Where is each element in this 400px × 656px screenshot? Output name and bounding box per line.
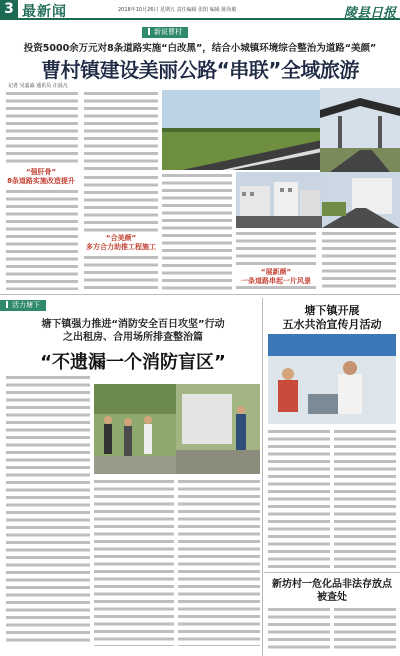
column-label-story2-text: 活力塘下 [12,301,40,309]
village-photo-a [236,172,322,228]
subhead-left: “强肝骨” 8条道路实施改造提升 [7,168,75,185]
section-divider [0,294,400,295]
story2-body-col1 [6,376,90,646]
section-name: 最新闻 [22,4,67,20]
subhead-middle-b: “展新颜” 一条道路串起一片风景 [241,268,311,285]
page-number: 3 [0,0,18,18]
top-body-col4 [236,232,316,266]
top-story-byline: 记者 吴嘉淼 通讯员 汪晨凡 [8,83,68,89]
sidebar-divider [262,298,263,656]
sidebar1-body-col2 [334,430,396,568]
top-story-title: 曹村镇建设美丽公路“串联”全域旅游 [41,58,359,82]
sidebar-divider-h [264,572,400,573]
sidebar2-title: 新坊村一危化品非法存放点 被查处 [272,579,392,603]
story2-subtitle: 塘下镇强力推进“消防安全百日攻坚”行动 之出租房、合用场所排查整治篇 [41,319,225,343]
story2-body-col2 [94,480,174,646]
top-body-col3 [162,174,232,290]
subhead-middle-a: “合美颜” 多方合力助推工程施工 [86,234,156,251]
village-photo-b-art [322,172,400,228]
top-story-subtitle: 投资5000余万元对8条道路实施“白改黑”，结合小城镇环境综合整治为道路“美颜” [23,43,377,54]
masthead-logo: 陵县日报 [343,6,396,21]
village-photo-b [322,172,400,228]
inspection-photo-a [94,384,176,474]
top-body-col2c [84,256,158,290]
sidebar2-body-col1 [268,608,330,652]
header-meta: 2018年10月26日 星期五 责任编辑 张阳 编辑 陈尚敏 [118,7,237,13]
top-body-col1 [6,92,78,164]
event-photo [268,334,396,424]
sidebar2-body-col2 [334,608,396,652]
inspection-photo-b-art [176,384,260,474]
top-body-col4b [236,286,316,290]
top-body-col2b [84,176,158,232]
sidebar1-title: 塘下镇开展 五水共治宣传月活动 [282,304,382,331]
story2-body-col3 [178,480,260,646]
gateway-photo [320,88,400,172]
event-photo-art [268,334,396,424]
column-label-top [142,27,188,38]
story2-title: “不遗漏一个消防盲区” [40,352,226,373]
gateway-photo-art [320,88,400,172]
column-label-story2 [0,300,46,311]
top-body-col2 [84,92,158,172]
top-body-col1b [6,190,78,290]
page-header [0,0,400,20]
inspection-photo-a-art [94,384,176,474]
village-photo-a-art [236,172,322,228]
road-photo-main [162,90,322,170]
inspection-photo-b [176,384,260,474]
sidebar1-body-col1 [268,430,330,568]
column-label-text: 新说曹村 [154,28,182,36]
road-photo-main-art [162,90,322,170]
top-body-col5 [322,232,396,290]
